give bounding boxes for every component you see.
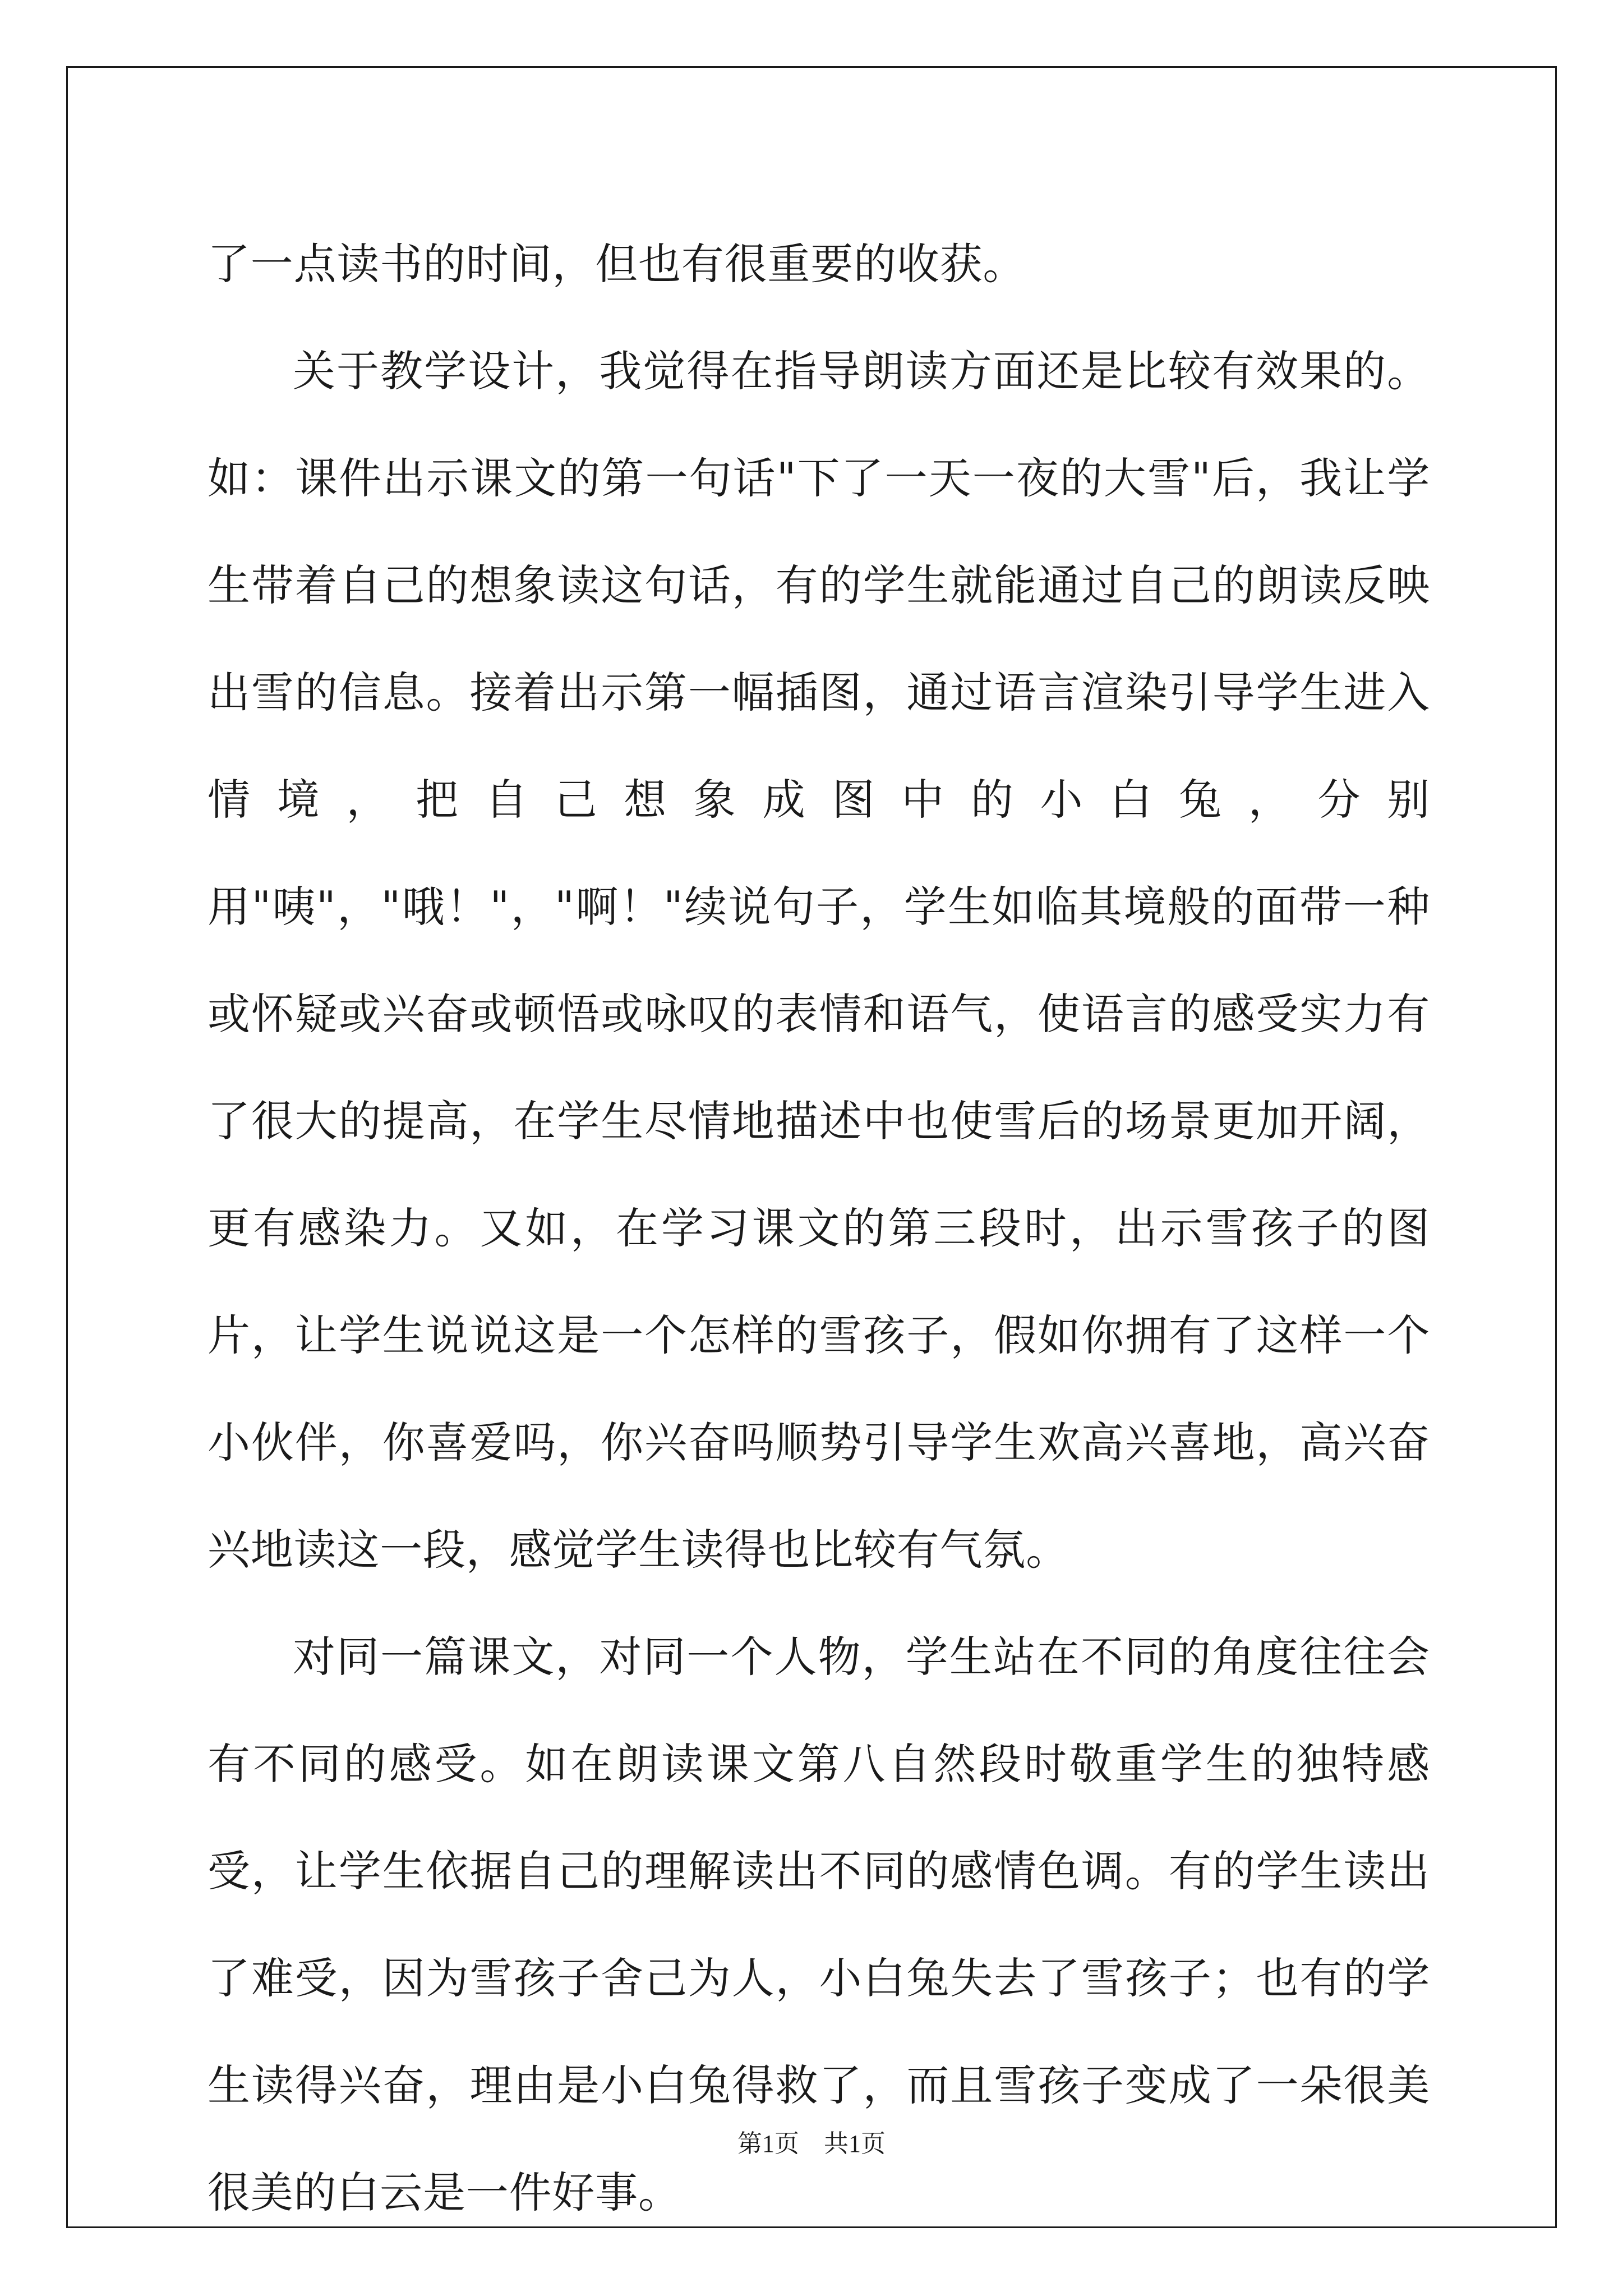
paragraph-1: 了一点读书的时间，但也有很重要的收获。 <box>208 239 1026 289</box>
paragraph-2: 关于教学设计，我觉得在指导朗读方面还是比较有效果的。如：课件出示课文的第一句话"下了一天一夜的大雪"后，我让学生带着自己的想象读这句话，有的学生就能通过自己的朗读反映出雪的信息。接着出示第一幅插图，通过语言渲染引导学生进入情境，把自己想象成图中的小白兔，分别用"咦"，"哦！"，"啊！"续说句子，学生如临其境般的面带一种或怀疑或兴奋或顿悟或咏叹的表情和语气，使语言的感受实力有了很大的提高，在学生尽情地描述中也使雪后的场景更加开阔，更有感染力。又如，在学习课文的第三段时，出示雪孩子的图片，让学生说说这是一个怎样的雪孩子，假如你拥有了这样一个小伙伴，你喜爱吗，你兴奋吗顺势引导学生欢高兴喜地，高兴奋兴地读这一段，感觉学生读得也比较有气氛。 <box>208 346 1430 1575</box>
page-number: 第1页 共1页 <box>737 2130 886 2157</box>
paragraph-3: 对同一篇课文，对同一个人物，学生站在不同的角度往往会有不同的感受。如在朗读课文第八自然段时敬重学生的独特感受，让学生依据自己的理解读出不同的感情色调。有的学生读出了难受，因为雪孩子舍己为人，小白兔失去了雪孩子；也有的学生读得兴奋，理由是小白兔得救了，而且雪孩子变成了一朵很美很美的白云是一件好事。 <box>208 1632 1430 2217</box>
document-body <box>208 210 1430 2246</box>
